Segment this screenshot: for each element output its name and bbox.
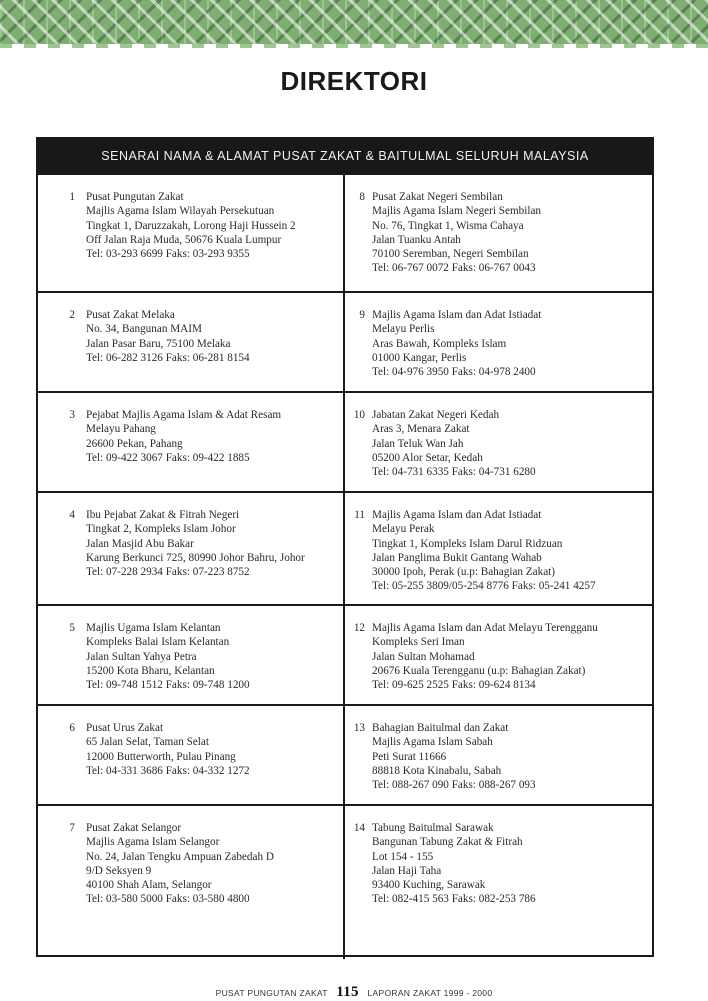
footer-right: LAPORAN ZAKAT 1999 - 2000 [367, 988, 493, 998]
entry-line: Bangunan Tabung Zakat & Fitrah [372, 836, 523, 849]
entry-line: Tel: 04-976 3950 Faks: 04-978 2400 [372, 366, 536, 379]
entry-line: 88818 Kota Kinabalu, Sabah [372, 764, 502, 777]
table-header: SENARAI NAMA & ALAMAT PUSAT ZAKAT & BAITULMAL SELURUH MALAYSIA [38, 139, 652, 173]
entry-line: Tabung Baitulmal Sarawak [372, 822, 494, 834]
entry-address [372, 621, 598, 704]
entry-line: 65 Jalan Selat, Taman Selat [86, 736, 209, 749]
entry-line: Tel: 07-228 2934 Faks: 07-223 8752 [86, 566, 250, 579]
entry-line: Pusat Zakat Negeri Sembilan [372, 191, 503, 203]
entry-line: Melayu Perlis [372, 323, 435, 336]
table-row [38, 291, 652, 391]
directory-entry [345, 493, 652, 604]
entry-line: Jalan Teluk Wan Jah [372, 437, 464, 450]
entry-line: Pejabat Majlis Agama Islam & Adat Resam [86, 409, 282, 421]
directory-entry [38, 493, 345, 604]
entry-number: 4 [69, 509, 75, 521]
entry-line: Jalan Masjid Abu Bakar [86, 537, 194, 550]
entry-line: Kompleks Balai Islam Kelantan [86, 636, 230, 649]
entry-number: 8 [359, 191, 365, 203]
entry-line: Aras Bawah, Kompleks Islam [372, 337, 507, 350]
entry-line: Majlis Ugama Islam Kelantan [86, 622, 221, 634]
entry-address [86, 408, 281, 491]
entry-line: Aras 3, Menara Zakat [372, 423, 470, 436]
entry-line: Off Jalan Raja Muda, 50676 Kuala Lumpur [86, 233, 282, 246]
entry-address [372, 408, 536, 491]
table-row [38, 491, 652, 604]
entry-line: Majlis Agama Islam Negeri Sembilan [372, 205, 542, 218]
footer-left: PUSAT PUNGUTAN ZAKAT [215, 988, 328, 998]
entry-line: Jalan Sultan Yahya Petra [86, 650, 197, 663]
directory-entry [345, 806, 652, 959]
directory-entry [345, 175, 652, 291]
entry-address [372, 721, 536, 804]
entry-number: 14 [353, 822, 365, 834]
decorative-banner [0, 0, 708, 48]
entry-line: 40100 Shah Alam, Selangor [86, 879, 212, 892]
entry-line: Tel: 03-293 6699 Faks: 03-293 9355 [86, 248, 250, 261]
entry-line: Jalan Haji Taha [372, 864, 442, 877]
directory-entry [345, 706, 652, 804]
entry-line: No. 34, Bangunan MAIM [86, 323, 202, 336]
entry-line: Majlis Agama Islam Sabah [372, 736, 493, 749]
entry-line: Tel: 09-422 3067 Faks: 09-422 1885 [86, 451, 250, 464]
entry-line: 9/D Seksyen 9 [86, 864, 152, 877]
entry-number: 9 [359, 309, 365, 321]
entry-address [86, 508, 305, 604]
entry-line: 93400 Kuching, Sarawak [372, 879, 486, 892]
entry-line: 30000 Ipoh, Perak (u.p: Bahagian Zakat) [372, 566, 555, 579]
entry-address [86, 190, 296, 291]
entry-line: Tel: 088-267 090 Faks: 088-267 093 [372, 779, 536, 792]
entry-line: 15200 Kota Bharu, Kelantan [86, 664, 215, 677]
entry-address [86, 621, 250, 704]
entry-line: Tel: 082-415 563 Faks: 082-253 786 [372, 893, 536, 906]
entry-line: Tingkat 1, Daruzzakah, Lorong Haji Hussein 2 [86, 219, 296, 232]
table-row [38, 704, 652, 804]
entry-line: Pusat Pungutan Zakat [86, 191, 184, 203]
table-row [38, 173, 652, 291]
entry-line: Tel: 09-625 2525 Faks: 09-624 8134 [372, 679, 536, 692]
entry-number: 2 [69, 309, 75, 321]
entry-line: Tel: 04-731 6335 Faks: 04-731 6280 [372, 466, 536, 479]
entry-line: Tel: 05-255 3809/05-254 8776 Faks: 05-241 4257 [372, 580, 596, 593]
entry-line: Tingkat 2, Kompleks Islam Johor [86, 523, 236, 536]
entry-line: Pusat Zakat Melaka [86, 309, 175, 321]
entry-line: Jabatan Zakat Negeri Kedah [372, 409, 500, 421]
entry-line: No. 24, Jalan Tengku Ampuan Zabedah D [86, 850, 274, 863]
entry-line: 70100 Seremban, Negeri Sembilan [372, 248, 529, 261]
entry-line: Tel: 06-282 3126 Faks: 06-281 8154 [86, 351, 250, 364]
entry-line: Majlis Agama Islam dan Adat Melayu Terengganu [372, 622, 598, 634]
entry-address [86, 721, 250, 804]
entry-line: Pusat Zakat Selangor [86, 822, 182, 834]
directory-entry [38, 175, 345, 291]
directory-table [36, 137, 654, 957]
entry-line: Tel: 09-748 1512 Faks: 09-748 1200 [86, 679, 250, 692]
entry-line: Pusat Urus Zakat [86, 722, 164, 734]
directory-entry [345, 393, 652, 491]
entry-line: Melayu Perak [372, 523, 435, 536]
entry-number: 1 [69, 191, 75, 203]
entry-line: Majlis Agama Islam dan Adat Istiadat [372, 309, 542, 321]
entry-line: Ibu Pejabat Zakat & Fitrah Negeri [86, 509, 240, 521]
entry-line: 12000 Butterworth, Pulau Pinang [86, 750, 236, 763]
banner-edge [0, 44, 708, 48]
table-row [38, 391, 652, 491]
entry-address [372, 308, 541, 391]
entry-number: 11 [354, 509, 365, 521]
table-rows [38, 173, 652, 959]
directory-entry [345, 293, 652, 391]
entry-line: Jalan Panglima Bukit Gantang Wahab [372, 551, 542, 564]
entry-line: Kompleks Seri Iman [372, 636, 465, 649]
entry-line: Majlis Agama Islam Selangor [86, 836, 220, 849]
entry-line: Jalan Pasar Baru, 75100 Melaka [86, 337, 231, 350]
entry-line: Peti Surat 11666 [372, 750, 447, 763]
entry-line: 05200 Alor Setar, Kedah [372, 451, 483, 464]
entry-address [86, 308, 250, 391]
entry-number: 6 [69, 722, 75, 734]
entry-number: 7 [69, 822, 75, 834]
directory-entry [38, 806, 345, 959]
entry-line: Tel: 03-580 5000 Faks: 03-580 4800 [86, 893, 250, 906]
directory-entry [38, 606, 345, 704]
page-footer [0, 984, 708, 1001]
entry-address [372, 508, 596, 604]
directory-entry [345, 606, 652, 704]
directory-entry [38, 393, 345, 491]
entry-line: Majlis Agama Islam dan Adat Istiadat [372, 509, 542, 521]
table-row [38, 804, 652, 959]
directory-entry [38, 706, 345, 804]
directory-entry [38, 293, 345, 391]
page-title: DIREKTORI [280, 66, 428, 96]
entry-number: 12 [353, 622, 365, 634]
entry-line: Melayu Pahang [86, 423, 156, 436]
entry-line: Tel: 06-767 0072 Faks: 06-767 0043 [372, 262, 536, 275]
entry-line: Karung Berkunci 725, 80990 Johor Bahru, Johor [86, 551, 305, 564]
entry-line: Lot 154 - 155 [372, 850, 434, 863]
entry-line: Majlis Agama Islam Wilayah Persekutuan [86, 205, 275, 218]
entry-number: 10 [353, 409, 365, 421]
entry-line: No. 76, Tingkat 1, Wisma Cahaya [372, 219, 524, 232]
entry-number: 5 [69, 622, 75, 634]
entry-line: 26600 Pekan, Pahang [86, 437, 183, 450]
entry-address [372, 190, 541, 291]
entry-line: 20676 Kuala Terengganu (u.p: Bahagian Zakat) [372, 664, 586, 677]
entry-number: 3 [69, 409, 75, 421]
entry-address [86, 821, 274, 959]
entry-address [372, 821, 536, 959]
entry-line: Tingkat 1, Kompleks Islam Darul Ridzuan [372, 537, 563, 550]
entry-line: Tel: 04-331 3686 Faks: 04-332 1272 [86, 764, 250, 777]
table-row [38, 604, 652, 704]
entry-number: 13 [353, 722, 365, 734]
entry-line: 01000 Kangar, Perlis [372, 351, 467, 364]
entry-line: Jalan Sultan Mohamad [372, 650, 475, 663]
page-number: 115 [336, 984, 359, 1000]
entry-line: Jalan Tuanku Antah [372, 233, 461, 246]
entry-line: Bahagian Baitulmal dan Zakat [372, 722, 509, 734]
